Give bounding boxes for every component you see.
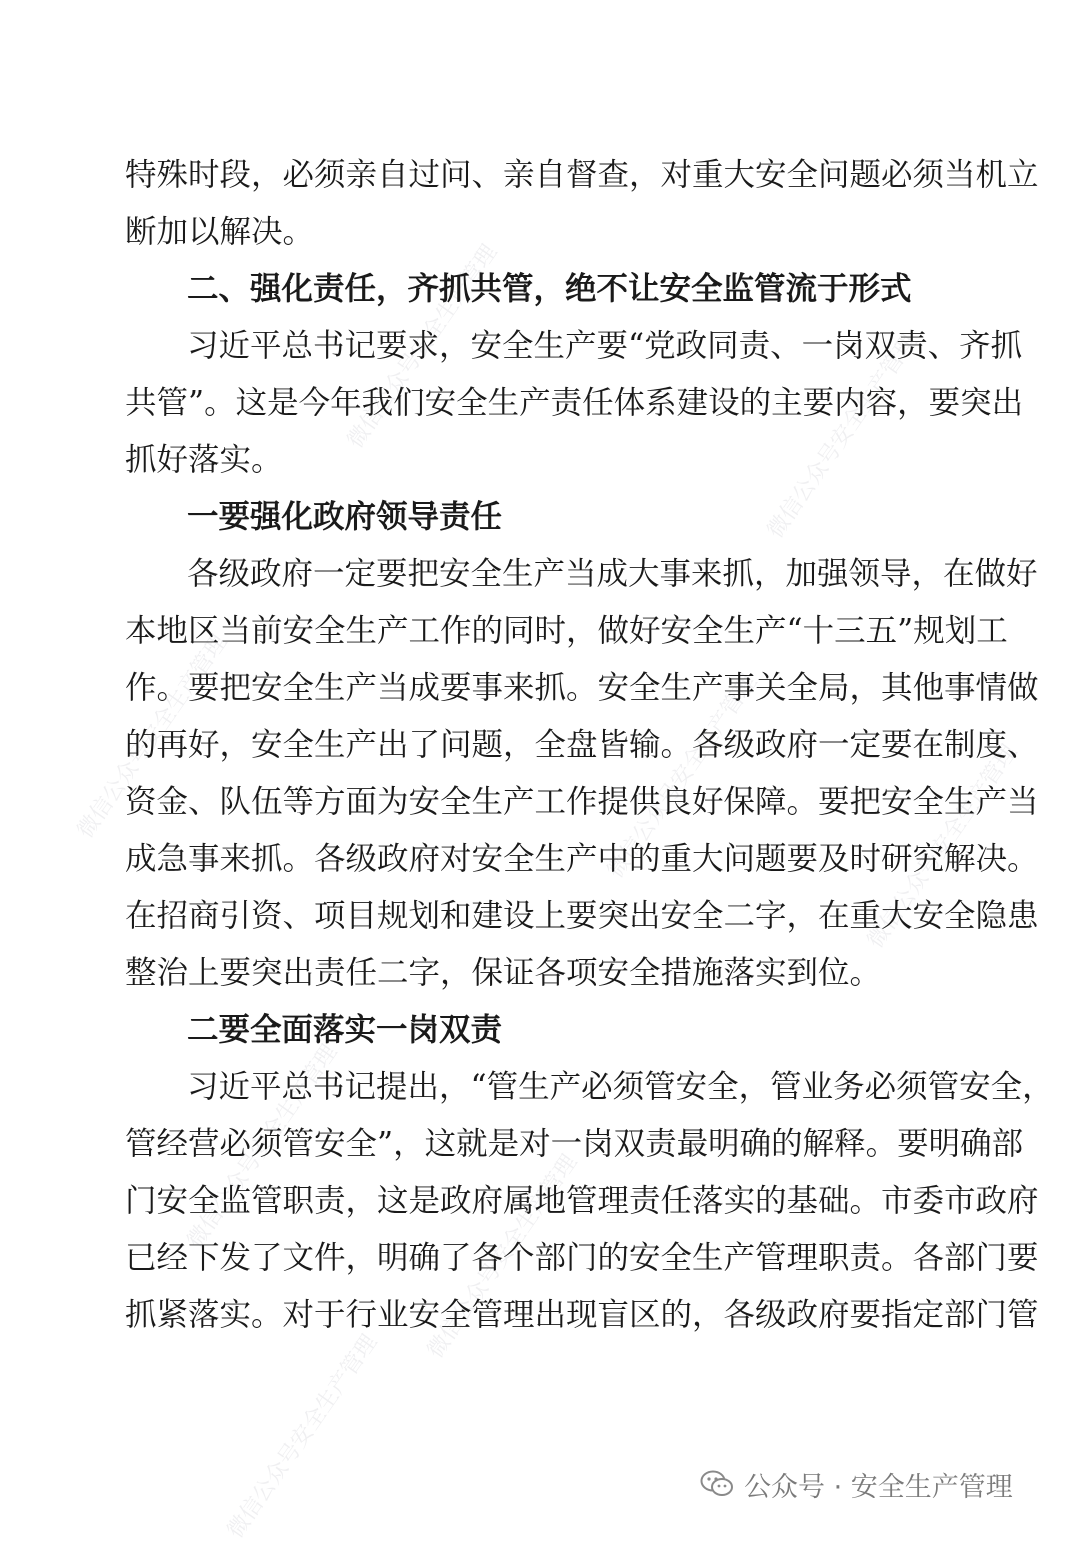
paragraph-line: 共管”。这是今年我们安全生产责任体系建设的主要内容，要突出	[125, 385, 1024, 421]
paragraph-line: 抓好落实。	[125, 442, 283, 478]
watermark: 微信公众号安全生产管理	[862, 740, 1023, 953]
paragraph-line: 特殊时段，必须亲自过问、亲自督查，对重大安全问题必须当机立	[125, 157, 1039, 193]
section-heading: 二、强化责任，齐抓共管，绝不让安全监管流于形式	[187, 271, 912, 307]
paragraph-line: 习近平总书记要求，安全生产要“党政同责、一岗双责、齐抓	[187, 328, 1023, 364]
subsection-heading: 二要全面落实一岗双责	[187, 1012, 503, 1048]
footer-account-label: 公众号 · 安全生产管理	[744, 1471, 1013, 1503]
watermark: 微信公众号安全生产管理	[342, 240, 503, 453]
paragraph-line: 成急事来抓。各级政府对安全生产中的重大问题要及时研究解决。	[125, 841, 1039, 877]
paragraph-line: 在招商引资、项目规划和建设上要突出安全二字，在重大安全隐患	[125, 898, 1039, 934]
paragraph-line: 门安全监管职责，这是政府属地管理责任落实的基础。市委市政府	[125, 1183, 1039, 1219]
paragraph-line: 本地区当前安全生产工作的同时，做好安全生产“十三五”规划工	[125, 613, 1008, 649]
watermark: 微信公众号安全生产管理	[422, 1150, 583, 1363]
paragraph-line: 的再好，安全生产出了问题，全盘皆输。各级政府一定要在制度、	[125, 727, 1039, 763]
paragraph-line: 各级政府一定要把安全生产当成大事来抓，加强领导，在做好	[187, 556, 1038, 592]
watermark: 微信公众号安全生产管理	[182, 1040, 343, 1253]
paragraph-line: 资金、队伍等方面为安全生产工作提供良好保障。要把安全生产当	[125, 784, 1039, 820]
paragraph-line: 整治上要突出责任二字，保证各项安全措施落实到位。	[125, 955, 882, 991]
watermark: 微信公众号安全生产管理	[222, 1330, 383, 1543]
paragraph-line: 已经下发了文件，明确了各个部门的安全生产管理职责。各部门要	[125, 1240, 1039, 1276]
watermark: 微信公众号安全生产管理	[72, 630, 233, 843]
watermark: 微信公众号安全生产管理	[602, 670, 763, 883]
paragraph-line: 作。要把安全生产当成要事来抓。安全生产事关全局，其他事情做	[125, 670, 1039, 706]
subsection-heading: 一要强化政府领导责任	[187, 499, 503, 535]
paragraph-line: 断加以解决。	[125, 214, 315, 250]
paragraph-line: 管经营必须管安全”，这就是对一岗双责最明确的解释。要明确部	[125, 1126, 1024, 1162]
watermark: 微信公众号安全生产管理	[762, 330, 923, 543]
wechat-icon	[700, 1469, 734, 1499]
footer-account[interactable]	[700, 1462, 1013, 1506]
paragraph-line: 抓紧落实。对于行业安全管理出现盲区的，各级政府要指定部门管	[125, 1297, 1039, 1333]
paragraph-line: 习近平总书记提出，“管生产必须管安全，管业务必须管安全，	[187, 1069, 1054, 1105]
